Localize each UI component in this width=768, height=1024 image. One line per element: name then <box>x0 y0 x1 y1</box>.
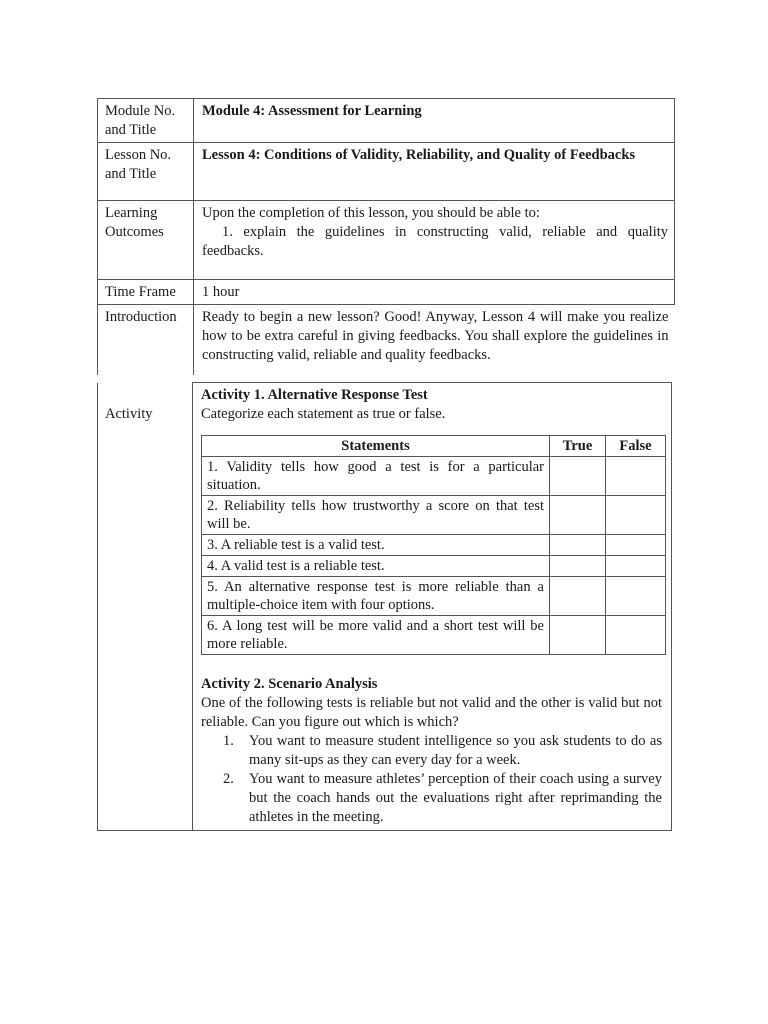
false-answer-cell[interactable] <box>606 496 666 535</box>
true-answer-cell[interactable] <box>550 535 606 556</box>
true-answer-cell[interactable] <box>550 457 606 496</box>
scenario-text: You want to measure student intelligence so you ask students to do as many sit-ups as they can every day for a week. <box>249 733 662 768</box>
statement-row <box>202 556 666 577</box>
module-row <box>98 99 675 143</box>
statement-text: 5. An alternative response test is more reliable than a multiple-choice item with four options. <box>202 577 550 616</box>
true-answer-cell[interactable] <box>550 577 606 616</box>
statement-text: 3. A reliable test is a valid test. <box>202 535 550 556</box>
outcomes-intro: Upon the completion of this lesson, you should be able to: <box>202 205 540 221</box>
activity-label: Activity <box>98 383 193 831</box>
activity1-instruction: Categorize each statement as true or false. <box>201 406 446 422</box>
lesson-title: Lesson 4: Conditions of Validity, Reliability, and Quality of Feedbacks <box>194 143 675 201</box>
statement-text: 2. Reliability tells how trustworthy a score on that test will be. <box>202 496 550 535</box>
introduction-text: Ready to begin a new lesson? Good! Anyway, Lesson 4 will make you realize how to be extra careful in giving feedbacks. You shall explore the guidelines in constructing valid, reliable and quality feedbacks. <box>194 305 675 375</box>
header-false: False <box>606 436 666 457</box>
activity-table <box>97 382 672 831</box>
statement-row <box>202 577 666 616</box>
statement-text: 6. A long test will be more valid and a short test will be more reliable. <box>202 616 550 655</box>
true-answer-cell[interactable] <box>550 496 606 535</box>
statement-row <box>202 616 666 655</box>
false-answer-cell[interactable] <box>606 616 666 655</box>
false-answer-cell[interactable] <box>606 556 666 577</box>
lesson-label: Lesson No. and Title <box>98 143 194 201</box>
true-answer-cell[interactable] <box>550 556 606 577</box>
false-answer-cell[interactable] <box>606 577 666 616</box>
timeframe-label: Time Frame <box>98 280 194 305</box>
statement-row <box>202 457 666 496</box>
module-label: Module No. and Title <box>98 99 194 143</box>
statements-table <box>201 435 666 655</box>
activity1-title: Activity 1. Alternative Response Test <box>201 387 428 403</box>
outcome-item: 1. explain the guidelines in constructing valid, reliable and quality feedbacks. <box>202 224 668 259</box>
statement-text: 4. A valid test is a reliable test. <box>202 556 550 577</box>
statements-header <box>202 436 666 457</box>
activity2-title: Activity 2. Scenario Analysis <box>201 676 378 692</box>
timeframe-row <box>98 280 675 305</box>
activity-content <box>193 383 672 831</box>
lesson-row <box>98 143 675 201</box>
header-statements: Statements <box>202 436 550 457</box>
true-answer-cell[interactable] <box>550 616 606 655</box>
scenario-number: 2. <box>223 771 234 787</box>
module-title: Module 4: Assessment for Learning <box>194 99 675 143</box>
statement-row <box>202 496 666 535</box>
module-info-table <box>97 98 675 375</box>
activity-row <box>98 383 672 831</box>
scenario-item <box>223 732 662 770</box>
header-true: True <box>550 436 606 457</box>
outcomes-row <box>98 201 675 280</box>
activity2-instruction: One of the following tests is reliable but not valid and the other is valid but not reliable. Can you figure out which is which? <box>201 695 662 730</box>
false-answer-cell[interactable] <box>606 535 666 556</box>
timeframe-value: 1 hour <box>194 280 675 305</box>
false-answer-cell[interactable] <box>606 457 666 496</box>
outcomes-label: Learning Outcomes <box>98 201 194 280</box>
statement-row <box>202 535 666 556</box>
introduction-label: Introduction <box>98 305 194 375</box>
scenario-list <box>201 732 662 827</box>
scenario-text: You want to measure athletes’ perception of their coach using a survey but the coach hands out the evaluations right after reprimanding the athletes in the meeting. <box>249 771 662 825</box>
statement-text: 1. Validity tells how good a test is for a particular situation. <box>202 457 550 496</box>
scenario-item <box>223 770 662 827</box>
introduction-row <box>98 305 675 375</box>
scenario-number: 1. <box>223 733 234 749</box>
